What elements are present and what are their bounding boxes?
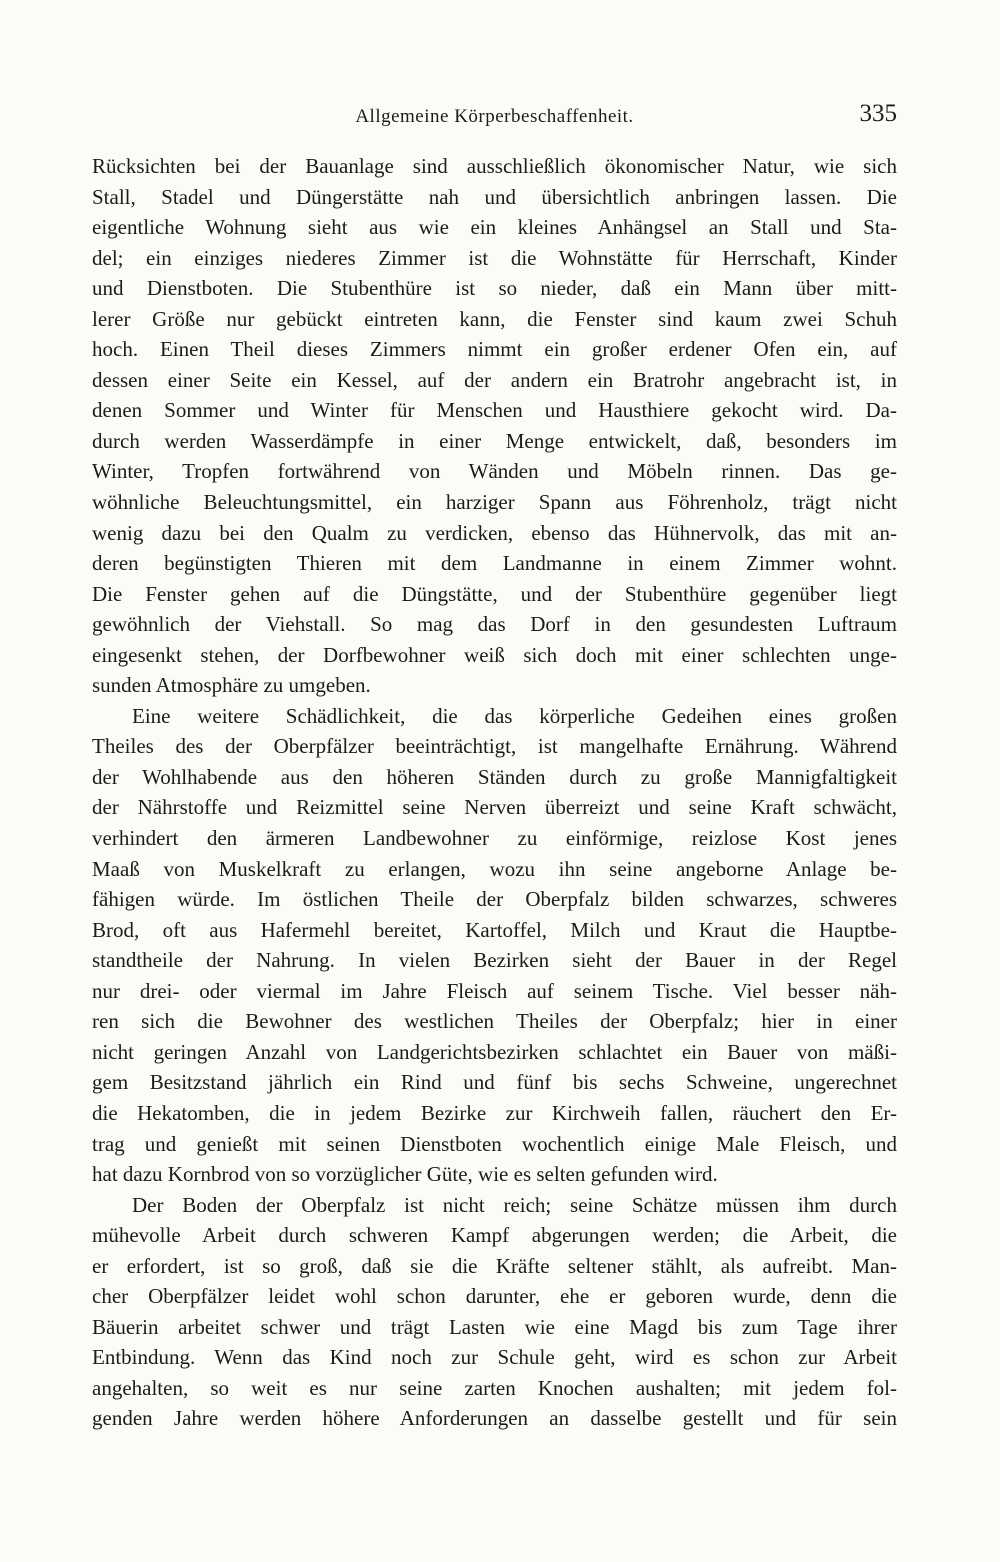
text-line: gem Besitzstand jährlich ein Rind und fünf bis sechs Schweine, ungerechnet (92, 1070, 897, 1095)
text-line: nur drei- oder viermal im Jahre Fleisch auf seinem Tische. Viel besser näh- (92, 978, 897, 1003)
text-line: Die Fenster gehen auf die Düngstätte, und der Stubenthüre gegenüber liegt (92, 581, 897, 606)
text-line: wenig dazu bei den Qualm zu verdicken, ebenso das Hühnervolk, das mit an- (92, 520, 897, 545)
text-line: Winter, Tropfen fortwährend von Wänden und Möbeln rinnen. Das ge- (92, 459, 897, 484)
text-line: gewöhnlich der Viehstall. So mag das Dorf in den gesundesten Luftraum (92, 612, 897, 637)
text-line: und Dienstboten. Die Stubenthüre ist so nieder, daß ein Mann über mitt- (92, 276, 897, 301)
text-line: Theiles des der Oberpfälzer beeinträchtigt, ist mangelhafte Ernährung. Während (92, 734, 897, 759)
text-line: durch werden Wasserdämpfe in einer Menge entwickelt, daß, besonders im (92, 428, 897, 453)
text-line: Rücksichten bei der Bauanlage sind ausschließlich ökonomischer Natur, wie sich (92, 154, 897, 178)
text-line: cher Oberpfälzer leidet wohl schon darunter, ehe er geboren wurde, denn die (92, 1284, 897, 1309)
text-line: Eine weitere Schädlichkeit, die das körperliche Gedeihen eines großen (132, 703, 897, 728)
paragraph (92, 701, 897, 1190)
text-line: Entbindung. Wenn das Kind noch zur Schule geht, wird es schon zur Arbeit (92, 1345, 897, 1370)
text-line: angehalten, so weit es nur seine zarten Knochen aushalten; mit jedem fol- (92, 1375, 897, 1400)
text-line: der Nährstoffe und Reizmittel seine Nerven überreizt und seine Kraft schwächt, (92, 795, 897, 820)
text-line: del; ein einziges niederes Zimmer ist die Wohnstätte für Herrschaft, Kinder (92, 245, 897, 270)
text-line: verhindert den ärmeren Landbewohner zu einförmige, reizlose Kost jenes (92, 826, 897, 851)
text-line: hoch. Einen Theil dieses Zimmers nimmt ein großer erdener Ofen ein, auf (92, 337, 897, 362)
text-line: er erfordert, ist so groß, daß sie die Kräfte seltener stählt, als aufreibt. Man- (92, 1253, 897, 1278)
text-line: Brod, oft aus Hafermehl bereitet, Kartoffel, Milch und Kraut die Hauptbe- (92, 917, 897, 942)
running-header-title: Allgemeine Körperbeschaffenheit. (355, 106, 634, 127)
text-line: nicht geringen Anzahl von Landgerichtsbezirken schlachtet ein Bauer von mäßi- (92, 1039, 897, 1064)
text-line: fähigen würde. Im östlichen Theile der Oberpfalz bilden schwarzes, schweres (92, 887, 897, 912)
text-line: eingesenkt stehen, der Dorfbewohner weiß sich doch mit einer schlechten unge- (92, 642, 897, 667)
text-line: Maaß von Muskelkraft zu erlangen, wozu ihn seine angeborne Anlage be- (92, 856, 897, 881)
text-line: wöhnliche Beleuchtungsmittel, ein harziger Spann aus Föhrenholz, trägt nicht (92, 490, 897, 515)
text-line: genden Jahre werden höhere Anforderungen an dasselbe gestellt und für sein (92, 1406, 897, 1431)
body-text (92, 151, 897, 1434)
text-line: denen Sommer und Winter für Menschen und Hausthiere gekocht wird. Da- (92, 398, 897, 423)
text-line: ren sich die Bewohner des westlichen Theiles der Oberpfalz; hier in einer (92, 1009, 897, 1034)
page-number: 335 (859, 100, 897, 127)
text-line: hat dazu Kornbrod von so vorzüglicher Güte, wie es selten gefunden wird. (92, 1162, 718, 1187)
text-line: sunden Atmosphäre zu umgeben. (92, 673, 371, 698)
text-line: dessen einer Seite ein Kessel, auf der andern ein Bratrohr angebracht ist, in (92, 367, 897, 392)
paragraph (92, 1190, 897, 1434)
text-line: standtheile der Nahrung. In vielen Bezirken sieht der Bauer in der Regel (92, 948, 897, 973)
text-line: lerer Größe nur gebückt eintreten kann, die Fenster sind kaum zwei Schuh (92, 306, 897, 331)
text-line: Der Boden der Oberpfalz ist nicht reich; seine Schätze müssen ihm durch (132, 1192, 897, 1217)
text-line: mühevolle Arbeit durch schweren Kampf abgerungen werden; die Arbeit, die (92, 1223, 897, 1248)
text-line: der Wohlhabende aus den höheren Ständen durch zu große Mannigfaltigkeit (92, 764, 897, 789)
text-line: Stall, Stadel und Düngerstätte nah und übersichtlich anbringen lassen. Die (92, 184, 897, 209)
text-line: trag und genießt mit seinen Dienstboten wochentlich einige Male Fleisch, und (92, 1131, 897, 1156)
running-header (92, 100, 897, 134)
text-line: deren begünstigten Thieren mit dem Landmanne in einem Zimmer wohnt. (92, 551, 897, 576)
paragraph (92, 151, 897, 701)
text-line: Bäuerin arbeitet schwer und trägt Lasten wie eine Magd bis zum Tage ihrer (92, 1314, 897, 1339)
text-line: eigentliche Wohnung sieht aus wie ein kleines Anhängsel an Stall und Sta- (92, 215, 897, 240)
text-line: die Hekatomben, die in jedem Bezirke zur Kirchweih fallen, räuchert den Er- (92, 1100, 897, 1125)
